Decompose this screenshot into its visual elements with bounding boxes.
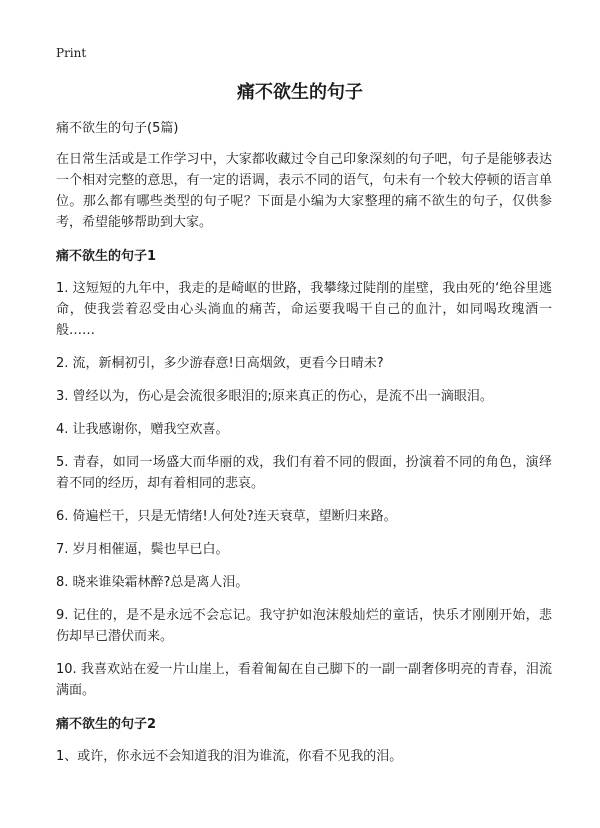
list-item: 5. 青春，如同一场盛大而华丽的戏，我们有着不同的假面，扮演着不同的角色，演绎着不同的经历，却有着相同的悲哀。 xyxy=(56,455,552,491)
list-item: 7. 岁月相催逼，鬓也早已白。 xyxy=(56,542,229,557)
list-item: 3. 曾经以为，伤心是会流很多眼泪的;原来真正的伤心，是流不出一滴眼泪。 xyxy=(56,389,493,404)
document-title: 痛不欲生的句子 xyxy=(237,82,363,103)
list-item: 1、或许，你永远不会知道我的泪为谁流，你看不见我的泪。 xyxy=(56,749,403,764)
section-heading-1: 痛不欲生的句子1 xyxy=(56,249,157,264)
list-item: 10. 我喜欢站在爱一片山崖上，看着匍匐在自己脚下的一副一副奢侈明亮的青春，泪流满面。 xyxy=(56,662,552,698)
list-item: 1. 这短短的九年中，我走的是崎岖的世路，我攀缘过陡削的崖壁，我由死的‘绝谷里逃命，使我尝着忍受由心头淌血的痛苦，命运要我喝干自己的血汁，如同喝玫瑰酒一般…… xyxy=(56,281,552,338)
list-item: 8. 晓来谁染霜林醉?总是离人泪。 xyxy=(56,575,249,590)
section-heading-2: 痛不欲生的句子2 xyxy=(56,717,157,732)
list-item: 4. 让我感谢你，赠我空欢喜。 xyxy=(56,422,229,437)
list-item: 9. 记住的，是不是永远不会忘记。我守护如泡沫般灿烂的童话，快乐才刚刚开始，悲伤却早已潜伏而来。 xyxy=(56,608,552,644)
document-body xyxy=(56,118,552,779)
list-item: 6. 倚遍栏干，只是无情绪!人何处?连天衰草，望断归来路。 xyxy=(56,509,397,524)
list-item: 2. 流，新桐初引，多少游春意!日高烟敛，更看今日晴未? xyxy=(56,356,384,371)
intro-paragraph: 在日常生活或是工作学习中，大家都收藏过令自己印象深刻的句子吧，句子是能够表达一个相对完整的意思，有一定的语调，表示不同的语气，句未有一个较大停顿的语言单位。那么都有哪些类型的句子呢？下面是小编为大家整理的痛不欲生的句子，仅供参考，希望能够帮助到大家。 xyxy=(56,152,552,230)
print-link[interactable]: Print xyxy=(56,46,87,60)
subtitle: 痛不欲生的句子(5篇) xyxy=(56,121,179,136)
